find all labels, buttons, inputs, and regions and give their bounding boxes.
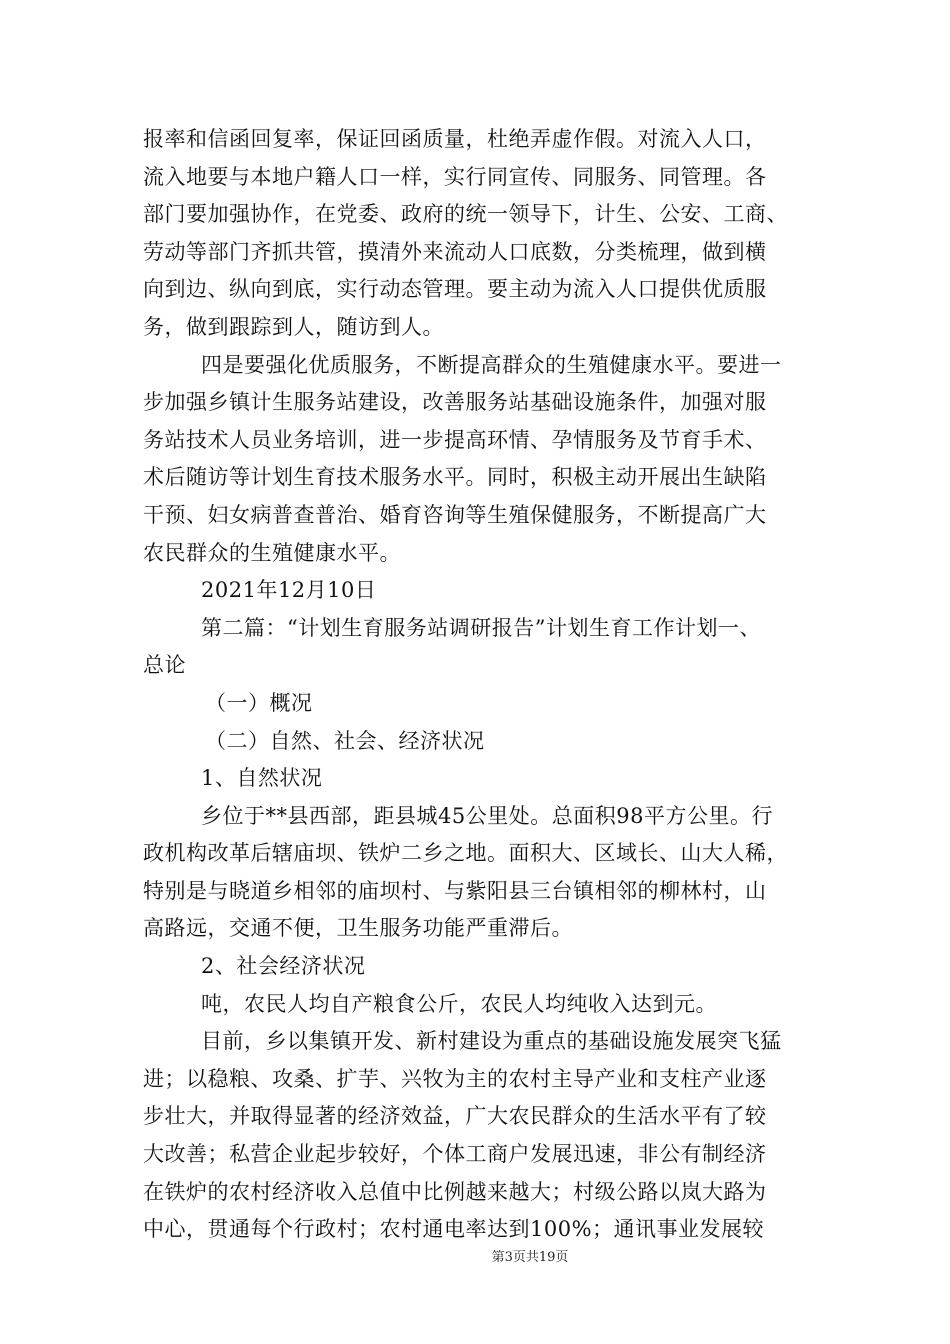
text-line: 劳动等部门齐抓共管，摸清外来流动人口底数，分类梳理，做到横 — [143, 239, 767, 264]
text-line: 大改善；私营企业起步较好，个体工商户发展迅速，非公有制经济 — [143, 1142, 767, 1167]
text-line: 部门要加强协作，在党委、政府的统一领导下，计生、公安、工商、 — [143, 202, 788, 227]
text-line: 进；以稳粮、攻桑、扩芋、兴牧为主的农村主导产业和支柱产业逐 — [143, 1066, 767, 1091]
text-line: 务站技术人员业务培训，进一步提高环情、孕情服务及节育手术、 — [143, 427, 767, 452]
subheading-line: （二）自然、社会、经济状况 — [205, 728, 485, 753]
text-line: 特别是与晓道乡相邻的庙坝村、与紫阳县三台镇相邻的柳林村，山 — [143, 878, 767, 903]
text-line: 向到边、纵向到底，实行动态管理。要主动为流入人口提供优质服 — [143, 277, 767, 302]
text-line: 高路远，交通不便，卫生服务功能严重滞后。 — [143, 916, 573, 941]
date-line: 2021年12月10日 — [201, 578, 377, 603]
paragraph-start-line: 目前，乡以集镇开发、新村建设为重点的基础设施发展突飞猛 — [201, 1029, 782, 1054]
page-number-footer: 第3页共19页 — [491, 1250, 569, 1265]
section-heading-line: 第二篇：“计划生育服务站调研报告”计划生育工作计划一、 — [201, 615, 761, 640]
text-line: 政机构改革后辖庙坝、铁炉二乡之地。面积大、区域长、山大人稀， — [143, 841, 788, 866]
text-line: 报率和信函回复率，保证回函质量，杜绝弄虚作假。对流入人口， — [143, 127, 767, 151]
text-line: 步壮大，并取得显著的经济效益，广大农民群众的生活水平有了较 — [143, 1104, 767, 1129]
text-line: 在铁炉的农村经济收入总值中比例越来越大；村级公路以岚大路为 — [143, 1179, 767, 1204]
text-line: 干预、妇女病普查普治、婚育咨询等生殖保健服务，不断提高广大 — [143, 502, 767, 527]
text-line: 术后随访等计划生育技术服务水平。同时，积极主动开展出生缺陷 — [143, 465, 767, 490]
paragraph-start-line: 吨，农民人均自产粮食公斤，农民人均纯收入达到元。 — [201, 991, 717, 1016]
subheading-line: 1、自然状况 — [201, 766, 323, 791]
document-body — [143, 121, 813, 1249]
text-line: 农民群众的生殖健康水平。 — [143, 540, 401, 565]
section-heading-line: 总论 — [143, 653, 186, 678]
text-line: 中心，贯通每个行政村；农村通电率达到100%；通讯事业发展较 — [143, 1217, 765, 1242]
subheading-line: 2、社会经济状况 — [201, 954, 366, 979]
paragraph-start-line: 乡位于**县西部，距县城45公里处。总面积98平方公里。行 — [201, 803, 773, 828]
text-line: 步加强乡镇计生服务站建设，改善服务站基础设施条件，加强对服 — [143, 390, 767, 415]
paragraph-start-line: 四是要强化优质服务，不断提高群众的生殖健康水平。要进一 — [201, 352, 782, 377]
text-line: 流入地要与本地户籍人口一样，实行同宣传、同服务、同管理。各 — [143, 164, 767, 189]
text-line: 务，做到跟踪到人，随访到人。 — [143, 314, 444, 339]
subheading-line: （一）概况 — [205, 690, 313, 715]
